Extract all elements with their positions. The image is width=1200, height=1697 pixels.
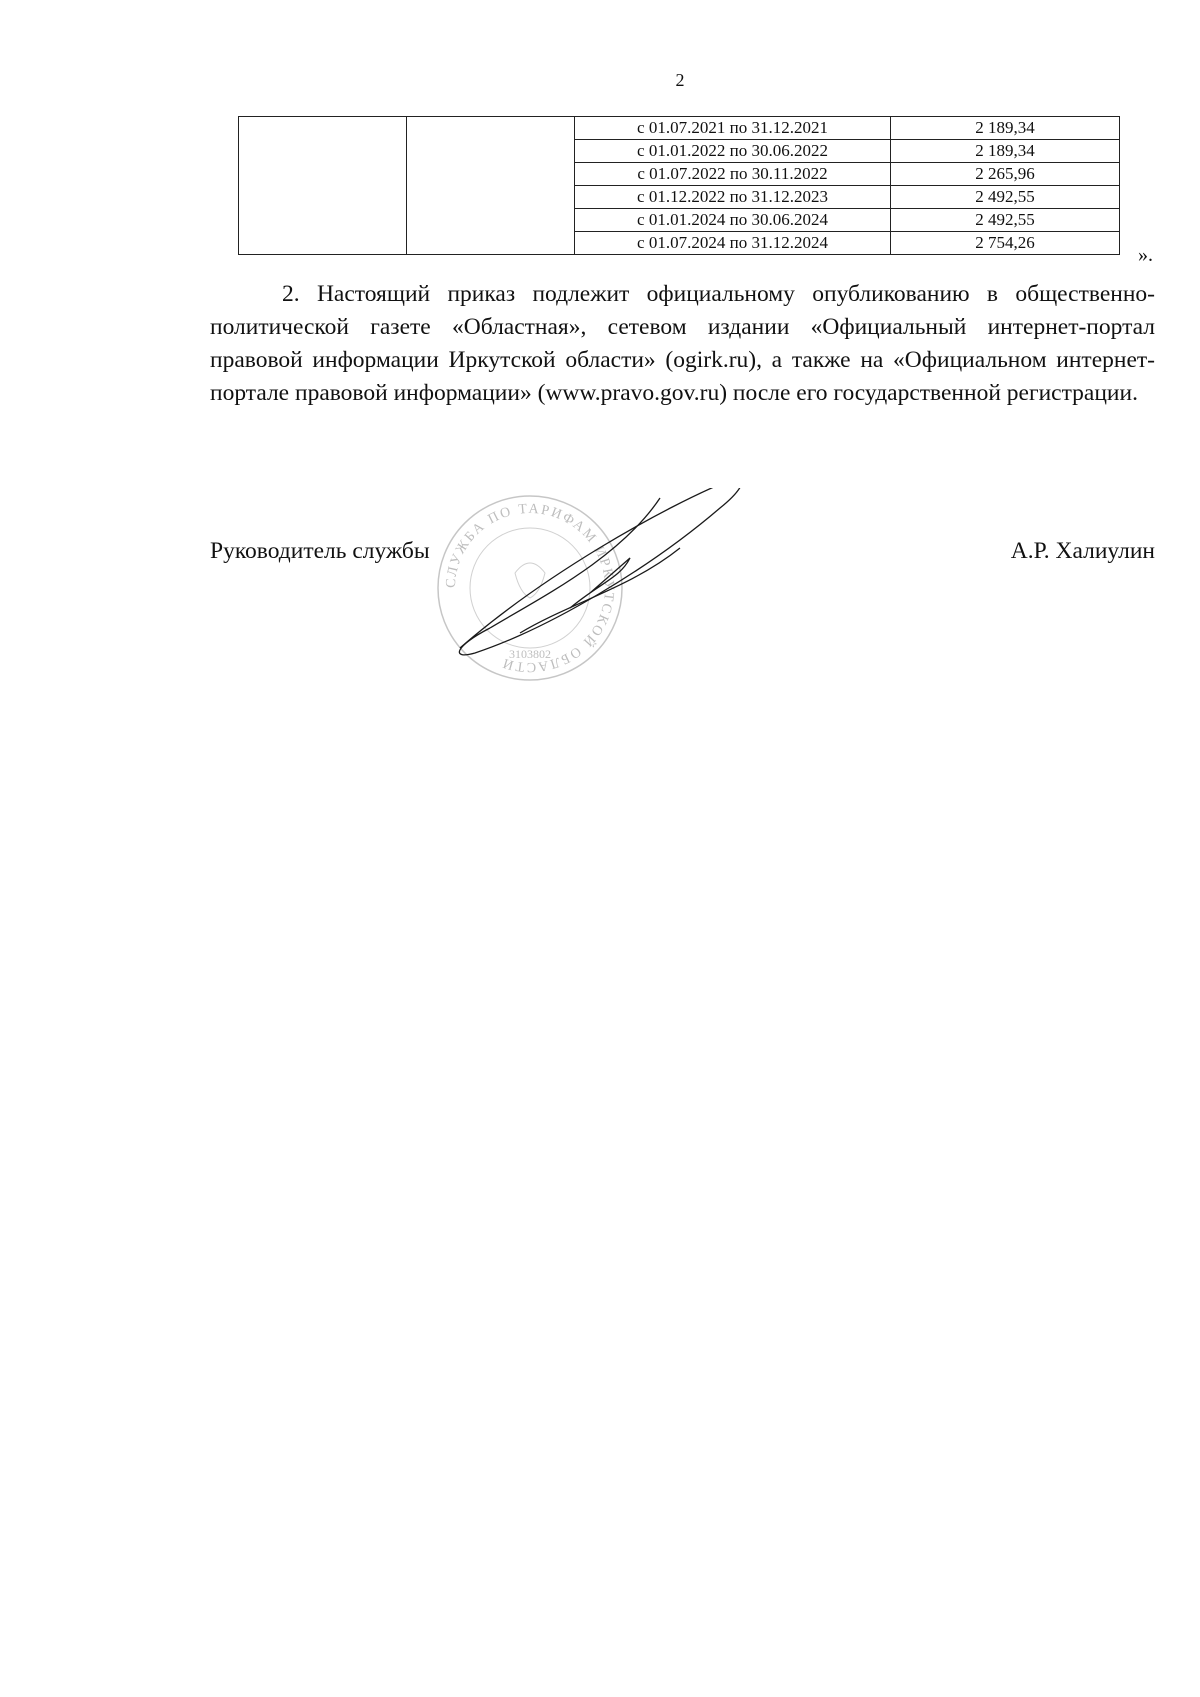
- period-cell: с 01.12.2022 по 31.12.2023: [575, 186, 891, 209]
- tariff-table-body: [239, 117, 1120, 255]
- table-row: [239, 117, 1120, 140]
- signatory-title: Руководитель службы: [210, 538, 430, 564]
- period-cell: с 01.01.2022 по 30.06.2022: [575, 140, 891, 163]
- stamp-seal-icon: [438, 496, 622, 680]
- period-cell: с 01.07.2024 по 31.12.2024: [575, 232, 891, 255]
- value-cell: 2 189,34: [891, 117, 1120, 140]
- stamp-code: 3103802: [509, 647, 551, 661]
- official-stamp-and-signature: [430, 488, 770, 688]
- value-cell: 2 265,96: [891, 163, 1120, 186]
- page-number: 2: [675, 70, 685, 90]
- blank-cell-1: [239, 117, 407, 255]
- value-cell: 2 189,34: [891, 140, 1120, 163]
- value-cell: 2 492,55: [891, 186, 1120, 209]
- publication-paragraph: 2. Настоящий приказ подлежит официальному опубликованию в общественно-политической газете «Областная», сетевом издании «Официальный интернет-портал правовой информации Иркутской области» (ogirk.ru), а также на «Официальном интернет-портале правовой информации» (www.pravo.gov.ru) после его государственной регистрации.: [210, 281, 1155, 406]
- blank-cell-2: [407, 117, 575, 255]
- table-closing-quote: ».: [1138, 244, 1153, 266]
- stamp-text: СЛУЖБА ПО ТАРИФАМ ИРКУТСКОЙ ОБЛАСТИ: [443, 501, 617, 675]
- period-cell: с 01.01.2024 по 30.06.2024: [575, 209, 891, 232]
- value-cell: 2 492,55: [891, 209, 1120, 232]
- period-cell: с 01.07.2022 по 30.11.2022: [575, 163, 891, 186]
- period-cell: с 01.07.2021 по 31.12.2021: [575, 117, 891, 140]
- signatory-name: А.Р. Халиулин: [1010, 538, 1155, 564]
- value-cell: 2 754,26: [891, 232, 1120, 255]
- tariff-table: [238, 116, 1120, 255]
